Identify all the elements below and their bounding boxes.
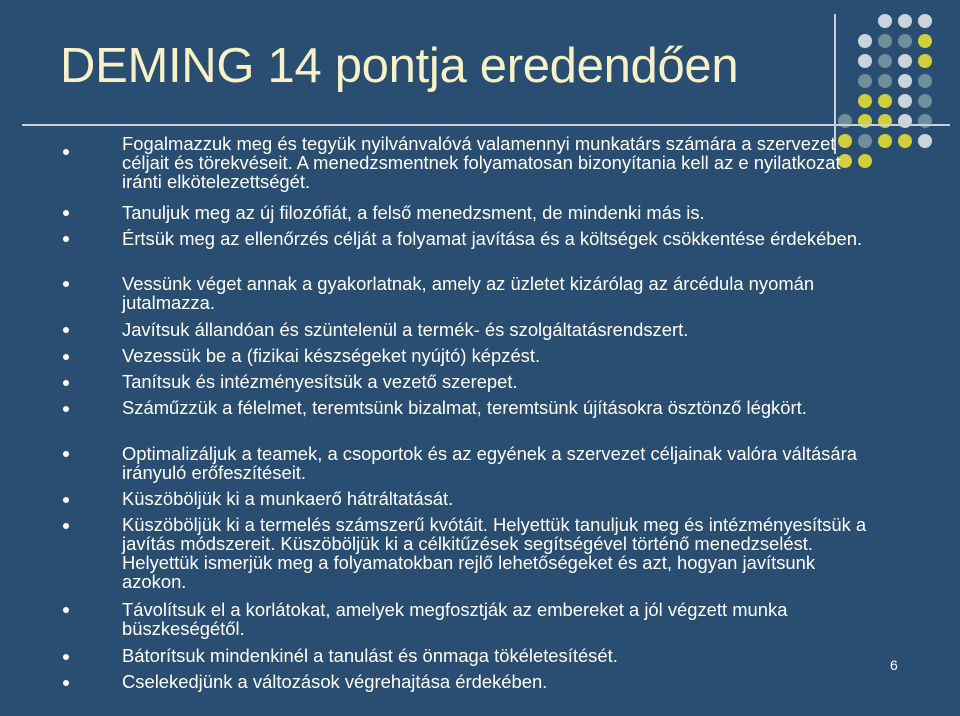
bullet-icon [63, 451, 69, 457]
bullet-icon [63, 281, 69, 287]
bullet-icon [63, 149, 69, 155]
bullet-list: Fogalmazzuk meg és tegyük nyilvánvalóvá valamennyi munkatárs számára a szervezet céljait és törekvéseit. A menedzsmentnek folyamatosan bizonyítania kell az e nyilatkozat iránti elkötelezettségét. Tanuljuk meg az új filozófiát, a felső menedzsment, de mindenki más is. Értsük meg az ellenőrzés célját a folyamat javítása és a költségek csökkentése érdekében. Vessünk véget annak a gyakorlatnak, amely az üzletet kizárólag az árcédula nyomán jutalmazza. Javítsuk állandóan és szüntelenül a termék- és szolgáltatásrendszert. Vezessük be a (fizikai készségeket nyújtó) képzést. Tanítsuk és intézményesítsük a vezető szerepet. Száműzzük a félelmet, teremtsünk bizalmat, teremtsünk újításokra ösztönző légkört. Optimalizáljuk a teamek, a csoportok és az egyének a szervezet céljainak valóra váltására irányuló erőfeszítéseit. Küszöböljük ki a munkaerő hátráltatását. Küszöböljük ki a termelés számszerű kvótáit. Helyettük tanuljuk meg és intézményesítsük a javítás módszereit. Küszöböljük ki a célkitűzések segítségével történő menedzselést. Helyettük ismerjük meg a folyamatokban rejlő lehetőségeket és azt, hogyan javítsunk azokon. Távolítsuk el a korlátokat, amelyek megfosztják az embereket a jól végzett munka büszkeségétől. Bátorítsuk mindenkinél a tanulást és önmaga tökéletesítését. Cselekedjünk a változások végrehajtása érdekében. [0, 0, 960, 716]
bullet-icon [63, 497, 69, 503]
bullet-icon [63, 523, 69, 529]
page-number: 6 [890, 657, 898, 673]
bullet-icon [63, 680, 69, 686]
bullet-icon [63, 406, 69, 412]
bullet-icon [63, 380, 69, 386]
bullet-icon [63, 654, 69, 660]
bullet-icon [63, 236, 69, 242]
slide-title: DEMING 14 pontja eredendően [60, 39, 739, 93]
bullet-icon [63, 210, 69, 216]
bullet-icon [63, 327, 69, 333]
bullet-icon [63, 607, 69, 613]
bullet-icon [63, 354, 69, 360]
